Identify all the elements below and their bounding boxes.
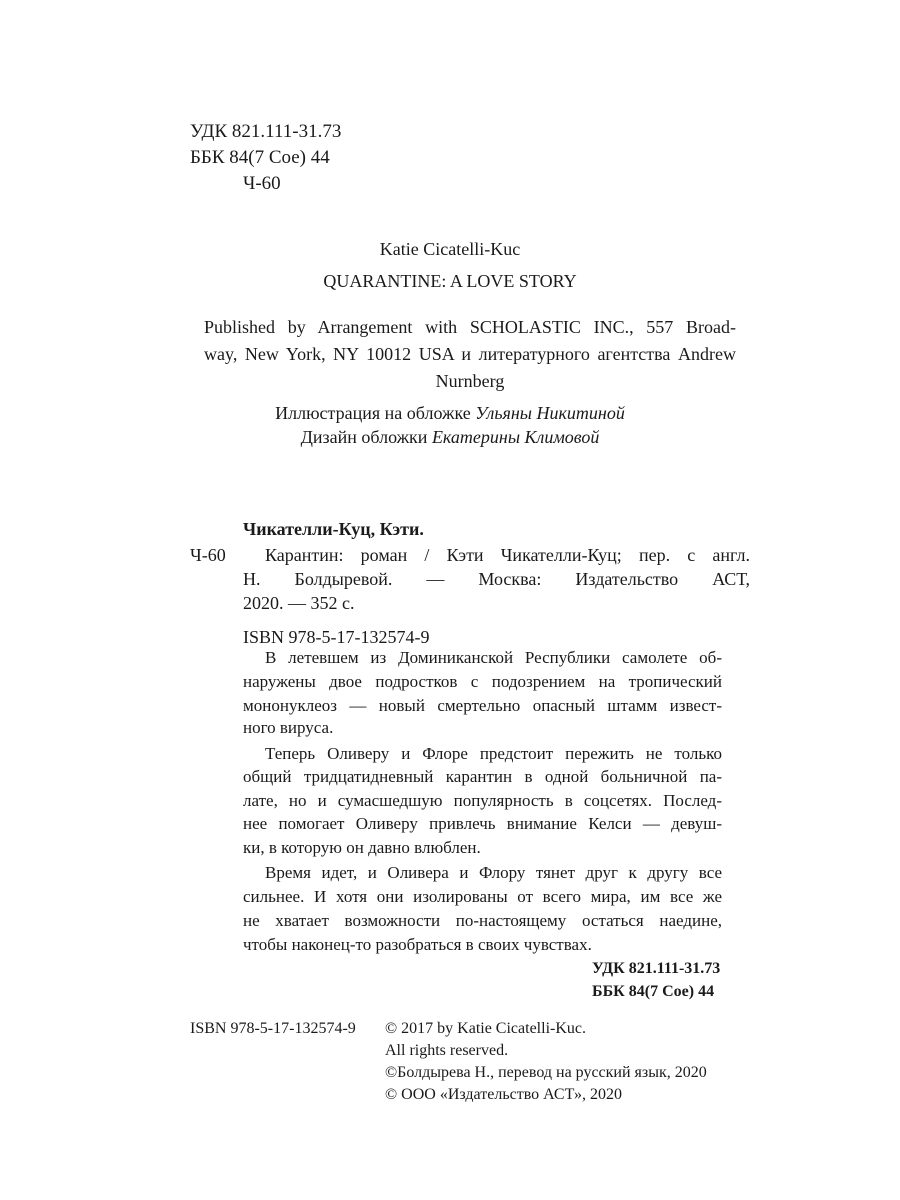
publisher-note-line: way, New York, NY 10012 USA и литературного агентства Andrew	[204, 344, 736, 364]
illustration-label: Иллюстрация на обложке	[275, 403, 471, 423]
publisher-note-line: Nurnberg	[435, 371, 505, 391]
annotation-line: не хватает возможности по-настоящему остаться наедине,	[243, 911, 722, 930]
author-sign: Ч-60	[243, 173, 281, 194]
bbk-code: ББК 84(7 Сое) 44	[190, 147, 330, 168]
design-label: Дизайн обложки	[300, 427, 428, 447]
original-title: QUARANTINE: A LOVE STORY	[323, 271, 577, 291]
annotation-line: ного вируса.	[243, 718, 334, 737]
annotation-line: ки, в которую он давно влюблен.	[243, 838, 481, 857]
annotation-line: чтобы наконец-то разобраться в своих чувствах.	[243, 935, 592, 954]
udk-code: УДК 821.111-31.73	[190, 121, 342, 142]
copyright-line: ©Болдырева Н., перевод на русский язык, 2020	[385, 1064, 707, 1081]
footer-isbn: ISBN 978-5-17-132574-9	[190, 1020, 356, 1037]
copyright-line: © ООО «Издательство АСТ», 2020	[385, 1086, 622, 1103]
annotation-bbk: ББК 84(7 Сое) 44	[592, 983, 715, 1000]
annotation-line: В летевшем из Доминиканской Республики самолете об-	[265, 648, 722, 667]
copyright-line: All rights reserved.	[385, 1042, 509, 1059]
annotation-udk: УДК 821.111-31.73	[592, 960, 721, 977]
design-credit	[0, 424, 900, 451]
catalog-isbn: ISBN 978-5-17-132574-9	[243, 627, 430, 647]
annotation-line: нее помогает Оливеру привлечь внимание Келси — девуш-	[243, 814, 722, 833]
design-name: Екатерины Климовой	[431, 427, 600, 447]
annotation-line: Теперь Оливеру и Флоре предстоит пережить не только	[265, 744, 722, 763]
annotation-line: сильнее. И хотя они изолированы от всего мира, им все же	[243, 887, 722, 906]
copyright-line: © 2017 by Katie Cicatelli-Kuc.	[385, 1020, 586, 1037]
catalog-line: 2020. — 352 с.	[243, 593, 355, 613]
illustration-name: Ульяны Никитиной	[475, 403, 625, 423]
publisher-note-line: Published by Arrangement with SCHOLASTIC INC., 557 Broad-	[204, 317, 736, 337]
original-author: Katie Cicatelli-Kuc	[379, 239, 521, 259]
catalog-line: Н. Болдыревой. — Москва: Издательство АСТ,	[243, 569, 750, 589]
illustration-credit	[0, 400, 900, 427]
annotation-line: наружены двое подростков с подозрением на тропический	[243, 672, 722, 691]
annotation-line: общий тридцатидневный карантин в одной больничной па-	[243, 767, 722, 786]
annotation-line: мононуклеоз — новый смертельно опасный штамм извест-	[243, 696, 722, 715]
catalog-sign: Ч-60	[190, 545, 226, 565]
annotation-line: Время идет, и Оливера и Флору тянет друг к другу все	[265, 863, 722, 882]
annotation-line: лате, но и сумасшедшую популярность в соцсетях. Послед-	[243, 791, 722, 810]
catalog-line: Карантин: роман / Кэти Чикателли-Куц; пер. с англ.	[265, 545, 750, 565]
catalog-author-heading: Чикателли-Куц, Кэти.	[243, 519, 424, 539]
